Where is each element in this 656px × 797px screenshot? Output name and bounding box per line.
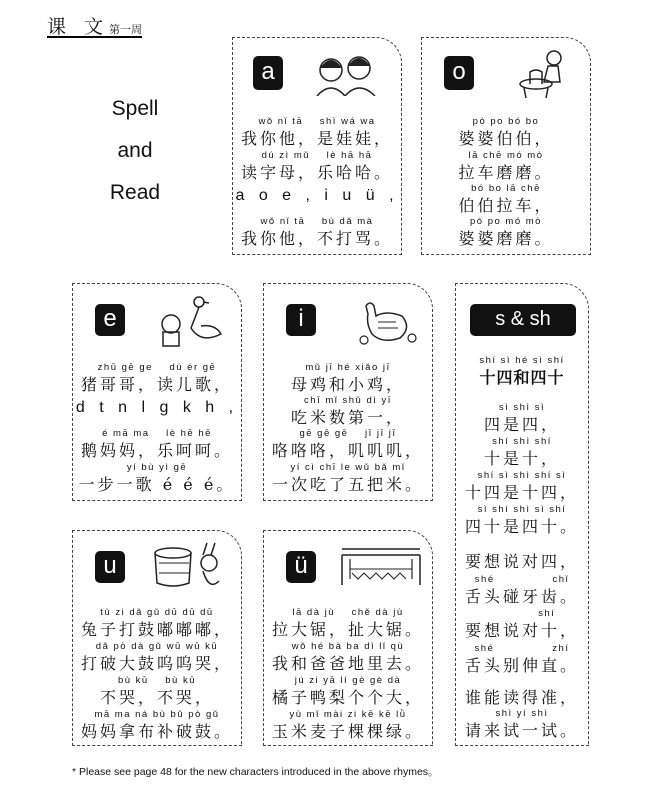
hanzi-line: 婆婆伯伯，: [458, 129, 554, 148]
card-i: [263, 283, 433, 501]
hen-and-chicks-icon: [356, 294, 422, 348]
hanzi-line: 兔子打鼓嘟嘟嘟，: [80, 620, 233, 639]
hanzi-line: 拉车磨磨。: [458, 163, 554, 182]
and-word: and: [117, 139, 153, 162]
hanzi-line: 猪哥哥，读儿歌，: [80, 375, 233, 394]
pinyin-line: mā ma ná bù bǔ pò gǔ: [94, 709, 220, 720]
hanzi-line: 拉大锯，扯大锯。: [271, 620, 424, 639]
pinyin-line: chī mǐ shǔ dì yī: [304, 395, 392, 406]
card-a: [232, 37, 402, 255]
title-pinyin: shí sì hé sì shí: [479, 355, 565, 366]
letter-badge-a: a: [253, 56, 283, 90]
pinyin-line: shé chǐ: [474, 574, 570, 585]
pinyin-line: dǎ pò dà gǔ wū wū kū: [95, 641, 219, 652]
pinyin-line: yí bù yì gē: [126, 462, 188, 473]
hanzi-line: 婆婆磨磨。: [458, 229, 554, 248]
read-word: Read: [109, 181, 161, 204]
pinyin-line: mǔ jī hé xiǎo jī: [305, 362, 391, 373]
pinyin-line: sì shí shì sì shí: [477, 504, 567, 515]
pig-and-goose-icon: [155, 294, 227, 350]
pinyin-line: wǒ nǐ tā bù dǎ mà: [260, 216, 374, 227]
pinyin-line: bù kū bù kū: [117, 675, 197, 686]
pinyin-line: bó bo lā chē: [471, 183, 541, 194]
pinyin-line: é mā ma lè hē hē: [102, 428, 212, 439]
hanzi-line: 我和爸爸地里去。: [271, 654, 424, 673]
card-e: [72, 283, 242, 501]
hanzi-line: 要想说对十，: [464, 621, 579, 640]
week-label: 第一周: [109, 23, 143, 36]
hanzi-line: 十四是十四，: [464, 483, 579, 502]
pinyin-line: zhū gē ge dú ér gē: [97, 362, 217, 373]
pinyin-line: tù zi dǎ gǔ dū dū dū: [100, 607, 214, 618]
hanzi-line: 读字母，乐哈哈。: [240, 163, 393, 182]
letter-badge-v: ü: [286, 551, 316, 583]
hanzi-line: 橘子鸭梨个个大，: [271, 688, 424, 707]
hanzi-line: 我你他，是娃娃，: [240, 129, 393, 148]
card-o: [421, 37, 591, 255]
card-v: [263, 530, 433, 746]
pinyin-line: jú zi yā lí gè gè dà: [294, 675, 402, 686]
pinyin-line: yù mǐ mài zi kē kē lǜ: [289, 709, 407, 720]
letter-badge-i: i: [286, 304, 316, 336]
lesson-title: 课 文: [47, 16, 110, 38]
hanzi-line: 舌头碰牙齿。: [464, 587, 579, 606]
pinyin-line: lā dà jù chě dà jù: [292, 607, 404, 618]
hanzi-line: 谁能读得准，: [464, 688, 579, 707]
hanzi-line: 我你他，不打骂。: [240, 229, 393, 248]
hanzi-line: 打破大鼓呜呜哭，: [80, 654, 233, 673]
lesson-header: [47, 12, 142, 38]
hanzi-line: 玉米麦子棵棵绿。: [271, 722, 424, 741]
footnote: * Please see page 48 for the new characters introduced in the above rhymes。: [72, 766, 439, 778]
hanzi-line: 一次吃了五把米。: [271, 475, 424, 494]
hanzi-line: 母鸡和小鸡，: [290, 375, 405, 394]
pinyin-line: shí sì shì shí sì: [477, 470, 567, 481]
pinyin-line: pó po bó bo: [472, 116, 540, 127]
hanzi-line: 伯伯拉车，: [458, 196, 554, 215]
rhyme-title: 十四和四十: [479, 368, 565, 387]
hanzi-line: 舌头别伸直。: [464, 656, 579, 675]
card-s-sh: [455, 283, 589, 746]
spell-and-read: [100, 88, 170, 214]
drum-and-rabbit-icon: [149, 541, 231, 597]
latin-line: a o e , i u ü ,: [235, 187, 399, 204]
hanzi-line: 妈妈拿布补破鼓。: [80, 722, 233, 741]
pinyin-line: shí shì shí: [492, 436, 552, 447]
letter-badge-o: o: [444, 56, 474, 90]
pinyin-line: wǒ hé bà ba dì lǐ qù: [291, 641, 405, 652]
pinyin-line: dú zì mǔ lè hā hā: [261, 150, 373, 161]
pinyin-line: shé zhí: [474, 643, 570, 654]
pinyin-line: wǒ nǐ tā shì wá wa: [258, 116, 376, 127]
spell-word: Spell: [111, 97, 159, 120]
letter-badge-e: e: [95, 304, 125, 336]
hanzi-line: 不哭，不哭，: [99, 688, 214, 707]
pottery-wheel-icon: [514, 48, 574, 100]
latin-line: d t n l g k h ,: [75, 399, 239, 416]
hanzi-line: 鹅妈妈，乐呵呵。: [80, 441, 233, 460]
letter-badge-s-sh: s & sh: [470, 304, 576, 336]
letter-badge-u: u: [95, 551, 125, 583]
hanzi-line: 四十是四十。: [464, 517, 579, 536]
pinyin-line: shì yí shì: [495, 708, 549, 719]
hanzi-line: 一步一歌 é é é。: [78, 475, 236, 494]
hanzi-line: 四是四，: [483, 415, 560, 434]
pinyin-line: gē gē gē jī jī jī: [299, 428, 397, 439]
pinyin-line: sì shì sì: [498, 402, 546, 413]
pinyin-line: pó po mó mò: [470, 216, 542, 227]
children-illustration-icon: [313, 50, 385, 96]
pinyin-line: lā chē mó mò: [468, 150, 544, 161]
pinyin-line: shí: [488, 608, 556, 619]
hanzi-line: 要想说对四，: [464, 552, 579, 571]
saw-icon: [338, 545, 424, 591]
hanzi-line: 请来试一试。: [464, 721, 579, 740]
pinyin-line: yí cì chī le wǔ bǎ mǐ: [290, 462, 406, 473]
hanzi-line: 咯咯咯，叽叽叽，: [271, 441, 424, 460]
card-u: [72, 530, 242, 746]
hanzi-line: 吃米数第一，: [290, 408, 405, 427]
hanzi-line: 十是十，: [483, 449, 560, 468]
